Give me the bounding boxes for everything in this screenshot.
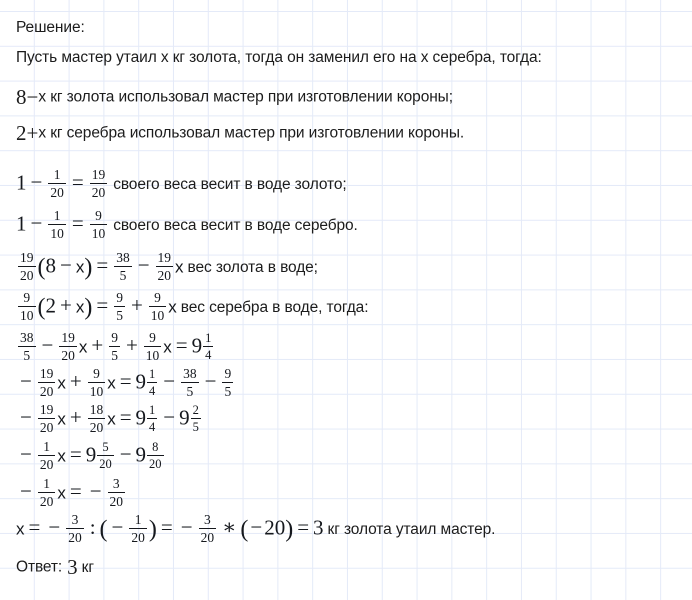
numerator: 1: [205, 331, 212, 346]
operator-2: +: [91, 333, 104, 358]
operator-2: −: [163, 369, 176, 394]
rhs-mixed-number-2: [136, 441, 166, 472]
final-result-value: 3: [313, 515, 324, 540]
open-paren: (: [37, 294, 46, 321]
equals-2: =: [160, 515, 173, 540]
division-sign: :: [89, 515, 96, 540]
numerator: 19: [157, 250, 172, 265]
whole-part: 9: [179, 405, 190, 430]
denominator: 20: [91, 185, 106, 201]
equals-3: =: [297, 515, 310, 540]
silver-term-sign: +: [60, 293, 72, 318]
leading-minus: −: [20, 442, 32, 467]
denominator: 20: [99, 457, 112, 472]
numerator: 3: [71, 512, 79, 527]
denominator: 20: [109, 494, 124, 510]
given-silver-lead: 2: [16, 121, 27, 145]
numerator: 9: [111, 330, 118, 345]
operator-3: +: [125, 333, 138, 358]
denominator: 20: [61, 348, 75, 364]
operator-1: −: [41, 333, 54, 358]
step-gold-whole: 1: [16, 170, 27, 195]
denominator: 20: [39, 494, 54, 510]
close-paren-2: ): [285, 516, 294, 543]
rhs-fraction-2: [181, 366, 199, 399]
equation-gold-expression: [16, 251, 184, 284]
silver-rhs-fraction-2: [149, 290, 167, 323]
numerator: 19: [61, 330, 75, 345]
numerator: 38: [183, 366, 197, 381]
denominator: 20: [39, 384, 54, 400]
equation-gold-comment: вес золота в воде;: [187, 258, 318, 276]
denominator: 5: [224, 384, 232, 400]
given-silver-operator: +: [26, 121, 39, 145]
given-gold-text: x кг золота использовал мастер при изготовлении короны;: [38, 88, 453, 106]
step-gold-equals: =: [71, 170, 84, 195]
equation-line-5: [16, 477, 127, 510]
silver-rhs-sign: +: [130, 293, 143, 318]
answer-label: Ответ:: [16, 558, 63, 576]
variable-x: x: [16, 519, 25, 539]
answer-unit: кг: [81, 558, 94, 576]
equation-silver-expression: [16, 291, 177, 324]
term-2-fraction: [88, 366, 106, 399]
denominator: 5: [181, 382, 199, 399]
denominator: 10: [89, 384, 104, 400]
rhs-mixed-number: [192, 332, 216, 363]
step-silver-comment: своего веса весит в воде серебро.: [113, 216, 358, 234]
denominator: 5: [111, 348, 118, 364]
open-paren-2: (: [240, 516, 249, 543]
numerator: 1: [53, 167, 61, 182]
equals-sign: =: [119, 405, 132, 430]
numerator: 1: [43, 476, 50, 491]
factor-20: 20: [264, 515, 286, 540]
equals-sign: =: [69, 479, 82, 504]
denominator: 5: [114, 266, 132, 283]
rhs-fraction-3: [222, 366, 233, 399]
equation-final-solution: [16, 513, 495, 546]
silver-term-b: x: [75, 297, 85, 317]
step-silver-expression: [16, 209, 109, 242]
denominator: 20: [50, 185, 64, 201]
rhs-fraction: [108, 476, 126, 509]
given-condition-gold: [16, 87, 453, 108]
given-gold-operator: −: [26, 85, 39, 109]
term-1-variable: x: [57, 483, 66, 503]
whole-part: 9: [135, 405, 147, 430]
step-silver-whole: 1: [16, 211, 27, 236]
equation-line-3-expression: [16, 403, 203, 436]
numerator: 5: [102, 440, 109, 455]
operator-3: −: [204, 369, 217, 394]
equals-sign: =: [175, 333, 188, 358]
term-1-fraction: [38, 439, 56, 472]
fraction-part: [191, 403, 201, 434]
given-condition-silver: [16, 123, 464, 144]
denominator: 10: [91, 226, 106, 242]
denominator: 5: [192, 420, 199, 435]
numerator: 9: [149, 330, 156, 345]
rhs-mixed-number-1: [136, 404, 160, 435]
denominator: 20: [39, 457, 54, 473]
numerator: 9: [93, 366, 100, 381]
numerator: 19: [20, 250, 34, 265]
step-gold-water-fraction: [16, 168, 347, 201]
equation-line-5-expression: [16, 477, 127, 510]
multiplication-sign: ∗: [222, 515, 237, 540]
gold-rhs-fraction-2: [156, 250, 174, 283]
term-3-fraction: [109, 330, 120, 363]
step-silver-fraction-2: [90, 208, 108, 241]
silver-rhs-fraction-1: [114, 290, 125, 323]
denominator: 20: [39, 420, 54, 436]
denominator: 5: [116, 308, 123, 324]
given-silver-text: x кг серебра использовал мастер при изготовлении короны.: [38, 124, 465, 142]
operator-2: −: [119, 442, 132, 467]
numerator: 19: [39, 366, 54, 381]
term-1-fraction: [38, 366, 56, 399]
gold-term-a: 8: [45, 253, 56, 278]
equation-line-4: [16, 440, 166, 473]
denominator: 4: [149, 420, 156, 435]
answer-line: [16, 557, 94, 578]
rhs-minus: −: [89, 479, 102, 504]
rhs-mixed-number: [136, 368, 160, 399]
equation-silver-comment: вес серебра в воде, тогда:: [180, 298, 369, 316]
term-1-variable: x: [57, 409, 66, 429]
equation-gold-weight: [16, 251, 318, 284]
silver-term-a: 2: [45, 293, 56, 318]
fraction-part: [147, 403, 157, 434]
answer-value: 3: [67, 555, 78, 579]
numerator: 9: [23, 290, 31, 305]
leading-minus: −: [20, 369, 32, 394]
denominator: 20: [149, 457, 162, 472]
open-paren: (: [37, 254, 46, 281]
minus-3: −: [180, 515, 193, 540]
term-2-variable: x: [107, 409, 116, 429]
equation-line-2: [16, 367, 235, 400]
term-4-fraction: [144, 330, 162, 363]
numerator: 38: [116, 250, 130, 265]
step-silver-minus: −: [30, 211, 43, 236]
fraction-part: [147, 367, 157, 398]
numerator: 9: [95, 208, 102, 223]
denominator: 4: [149, 384, 156, 399]
numerator: 8: [152, 440, 159, 455]
numerator: 1: [43, 439, 50, 454]
denominator: 10: [150, 308, 165, 324]
operator-1: +: [69, 405, 82, 430]
close-paren: ): [84, 294, 93, 321]
step-gold-expression: [16, 168, 109, 201]
numerator: 9: [154, 290, 161, 305]
close-paren: ): [148, 516, 157, 543]
denominator: 20: [200, 530, 215, 546]
numerator: 19: [39, 402, 54, 417]
whole-part: 9: [135, 369, 147, 394]
numerator: 1: [149, 367, 156, 382]
denominator: 20: [89, 420, 104, 436]
term-1-fraction: [38, 476, 56, 509]
numerator: 19: [91, 167, 106, 182]
term-2-variable: x: [78, 337, 88, 357]
gold-coefficient-fraction: [18, 250, 36, 283]
gold-term-b: x: [75, 257, 85, 277]
page-title: Решение:: [16, 19, 85, 36]
minus-1: −: [48, 515, 61, 540]
final-fraction-1: [66, 512, 84, 545]
whole-part: 9: [135, 442, 147, 467]
equation-line-3: [16, 403, 203, 436]
problem-setup-text: Пусть мастер утаил x кг золота, тогда он заменил его на x серебра, тогда:: [16, 49, 542, 66]
step-gold-comment: своего веса весит в воде золото;: [113, 175, 347, 193]
leading-minus: −: [20, 479, 32, 504]
final-comment: кг золота утаил мастер.: [327, 520, 496, 538]
step-silver-fraction-1: [48, 208, 66, 241]
fraction-part: [203, 331, 213, 362]
whole-part: 9: [85, 442, 97, 467]
leading-minus: −: [20, 405, 32, 430]
equation-silver-weight: [16, 291, 368, 324]
whole-part: 9: [191, 333, 203, 358]
minus-4: −: [250, 515, 263, 540]
term-1-fraction: [18, 330, 36, 363]
fraction-part: [97, 440, 114, 471]
silver-equals: =: [96, 293, 109, 318]
rhs-mixed-number-1: [86, 441, 116, 472]
open-paren: (: [99, 516, 108, 543]
gold-rhs-fraction-1: [114, 250, 132, 283]
gold-term-sign: −: [60, 253, 72, 278]
step-gold-fraction-1: [48, 167, 66, 200]
term-2-fraction: [88, 402, 106, 435]
given-gold-lead: 8: [16, 85, 27, 109]
denominator: 10: [145, 348, 160, 364]
step-silver-water-fraction: [16, 209, 358, 242]
term-4-variable: x: [163, 337, 172, 357]
denominator: 10: [20, 308, 34, 324]
denominator: 5: [18, 346, 36, 363]
denominator: 4: [205, 348, 212, 363]
equation-line-4-expression: [16, 440, 166, 473]
numerator: 3: [112, 476, 120, 491]
denominator: 20: [68, 530, 82, 546]
numerator: 9: [224, 366, 232, 381]
close-paren: ): [84, 254, 93, 281]
step-silver-equals: =: [71, 211, 84, 236]
numerator: 1: [53, 208, 61, 223]
numerator: 1: [149, 403, 156, 418]
denominator: 20: [157, 268, 172, 284]
equation-line-1: [16, 331, 215, 364]
numerator: 3: [203, 512, 211, 527]
denominator: 20: [131, 530, 145, 546]
term-1-fraction: [38, 402, 56, 435]
term-2-fraction: [59, 330, 77, 363]
final-fraction-3: [199, 512, 217, 545]
final-expression: [16, 513, 324, 546]
operator-2: −: [163, 405, 176, 430]
numerator: 2: [192, 403, 199, 418]
gold-rhs-sign: −: [137, 253, 150, 278]
minus-2: −: [111, 515, 124, 540]
silver-rhs-variable: x: [168, 297, 177, 317]
step-gold-minus: −: [30, 170, 43, 195]
term-2-variable: x: [107, 373, 116, 393]
numerator: 38: [20, 330, 34, 345]
silver-coefficient-fraction: [18, 290, 36, 323]
equals-1: =: [28, 515, 41, 540]
equation-line-2-expression: [16, 367, 235, 400]
denominator: 20: [20, 268, 34, 284]
term-1-variable: x: [57, 446, 66, 466]
equals-sign: =: [69, 442, 82, 467]
step-gold-fraction-2: [90, 167, 108, 200]
gold-equals: =: [96, 253, 109, 278]
denominator: 10: [50, 226, 64, 242]
gold-rhs-variable: x: [175, 257, 184, 277]
fraction-part: [147, 440, 164, 471]
final-fraction-2: [129, 512, 147, 545]
operator-1: +: [69, 369, 82, 394]
equation-line-1-expression: [16, 331, 215, 364]
term-1-variable: x: [57, 373, 66, 393]
rhs-mixed-number-2: [179, 404, 203, 435]
equals-sign: =: [119, 369, 132, 394]
numerator: 9: [116, 290, 123, 305]
numerator: 1: [134, 512, 142, 527]
numerator: 18: [89, 402, 104, 417]
